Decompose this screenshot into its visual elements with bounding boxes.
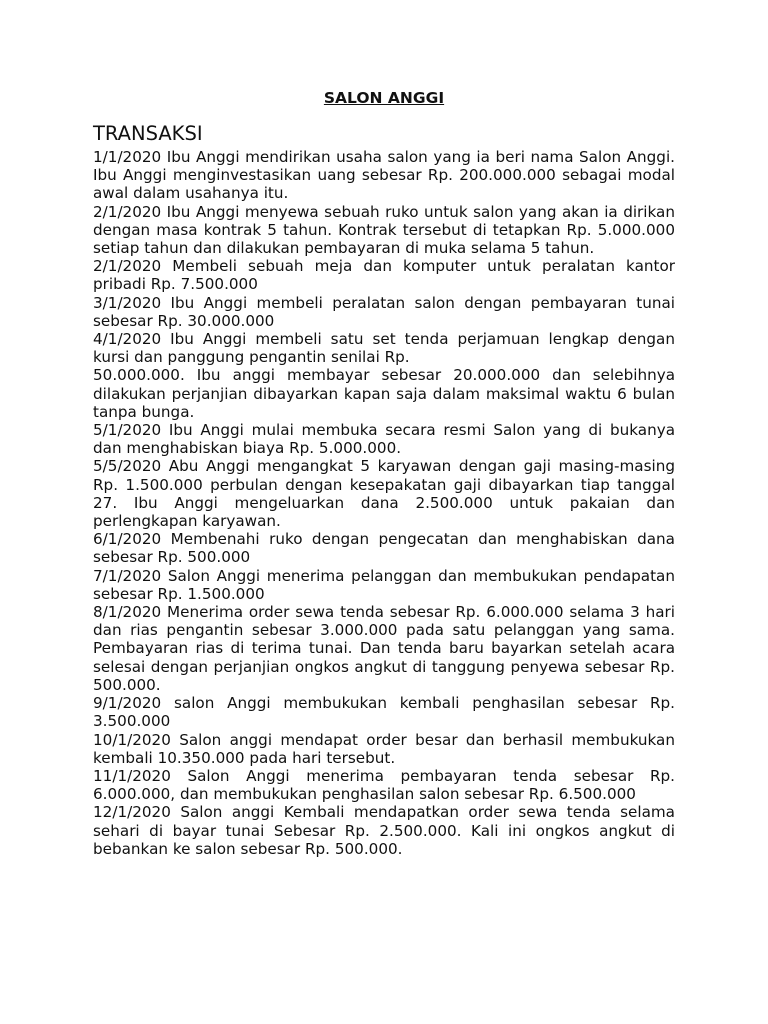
document-title: SALON ANGGI — [323, 89, 445, 107]
transaction-entry: 3/1/2020 Ibu Anggi membeli peralatan salon dengan pembayaran tunai sebesar Rp. 30.000.000 — [93, 293, 675, 330]
transaction-entry: 12/1/2020 Salon anggi Kembali mendapatkan order sewa tenda selama sehari di bayar tunai Sebesar Rp. 2.500.000. Kali ini ongkos angkut di bebankan ke salon sebesar Rp. 500.000. — [93, 803, 675, 858]
transaction-entry: 11/1/2020 Salon Anggi menerima pembayaran tenda sebesar Rp. 6.000.000, dan membukukan penghasilan salon sebesar Rp. 6.500.000 — [93, 766, 675, 804]
transaction-entry: 10/1/2020 Salon anggi mendapat order besar dan berhasil membukukan kembali 10.350.000 pada hari tersebut. — [93, 730, 675, 767]
transaction-entry: 8/1/2020 Menerima order sewa tenda sebesar Rp. 6.000.000 selama 3 hari dan rias pengantin sebesar 3.000.000 pada satu pelanggan yang sama. Pembayaran rias di terima tunai. Dan tenda baru bayarkan setelah acara selesai dengan perjanjian ongkos angkut di tanggung penyewa sebesar Rp. 500.000. — [93, 603, 675, 694]
transaction-entry: 4/1/2020 Ibu Anggi membeli satu set tenda perjamuan lengkap dengan kursi dan panggung pengantin senilai Rp. — [93, 330, 675, 367]
transaction-list — [93, 148, 675, 858]
transaction-entry: 6/1/2020 Membenahi ruko dengan pengecatan dan menghabiskan dana sebesar Rp. 500.000 — [93, 530, 675, 567]
transaction-entry: 50.000.000. Ibu anggi membayar sebesar 20.000.000 dan selebihnya dilakukan perjanjian dibayarkan kapan saja dalam maksimal waktu 6 bulan tanpa bunga. — [93, 366, 675, 421]
transaction-entry: 9/1/2020 salon Anggi membukukan kembali penghasilan sebesar Rp. 3.500.000 — [93, 694, 675, 731]
transaction-entry: 1/1/2020 Ibu Anggi mendirikan usaha salon yang ia beri nama Salon Anggi. Ibu Anggi menginvestasikan uang sebesar Rp. 200.000.000 sebagai modal awal dalam usahanya itu. — [93, 148, 675, 203]
transaction-entry: 2/1/2020 Membeli sebuah meja dan komputer untuk peralatan kantor pribadi Rp. 7.500.000 — [93, 257, 675, 294]
transaction-entry: 2/1/2020 Ibu Anggi menyewa sebuah ruko untuk salon yang akan ia dirikan dengan masa kontrak 5 tahun. Kontrak tersebut di tetapkan Rp. 5.000.000 setiap tahun dan dilakukan pembayaran di muka selama 5 tahun. — [93, 202, 675, 258]
transaction-entry: 7/1/2020 Salon Anggi menerima pelanggan dan membukukan pendapatan sebesar Rp. 1.500.000 — [93, 566, 675, 603]
transaction-entry: 5/1/2020 Ibu Anggi mulai membuka secara resmi Salon yang di bukanya dan menghabiskan biaya Rp. 5.000.000. — [93, 421, 675, 458]
document-page — [93, 88, 675, 858]
transaction-entry: 5/5/2020 Abu Anggi mengangkat 5 karyawan dengan gaji masing-masing Rp. 1.500.000 perbulan dengan kesepakatan gaji dibayarkan tiap tanggal 27. Ibu Anggi mengeluarkan dana 2.500.000 untuk pakaian dan perlengkapan karyawan. — [93, 457, 675, 531]
section-heading: TRANSAKSI — [93, 122, 203, 145]
